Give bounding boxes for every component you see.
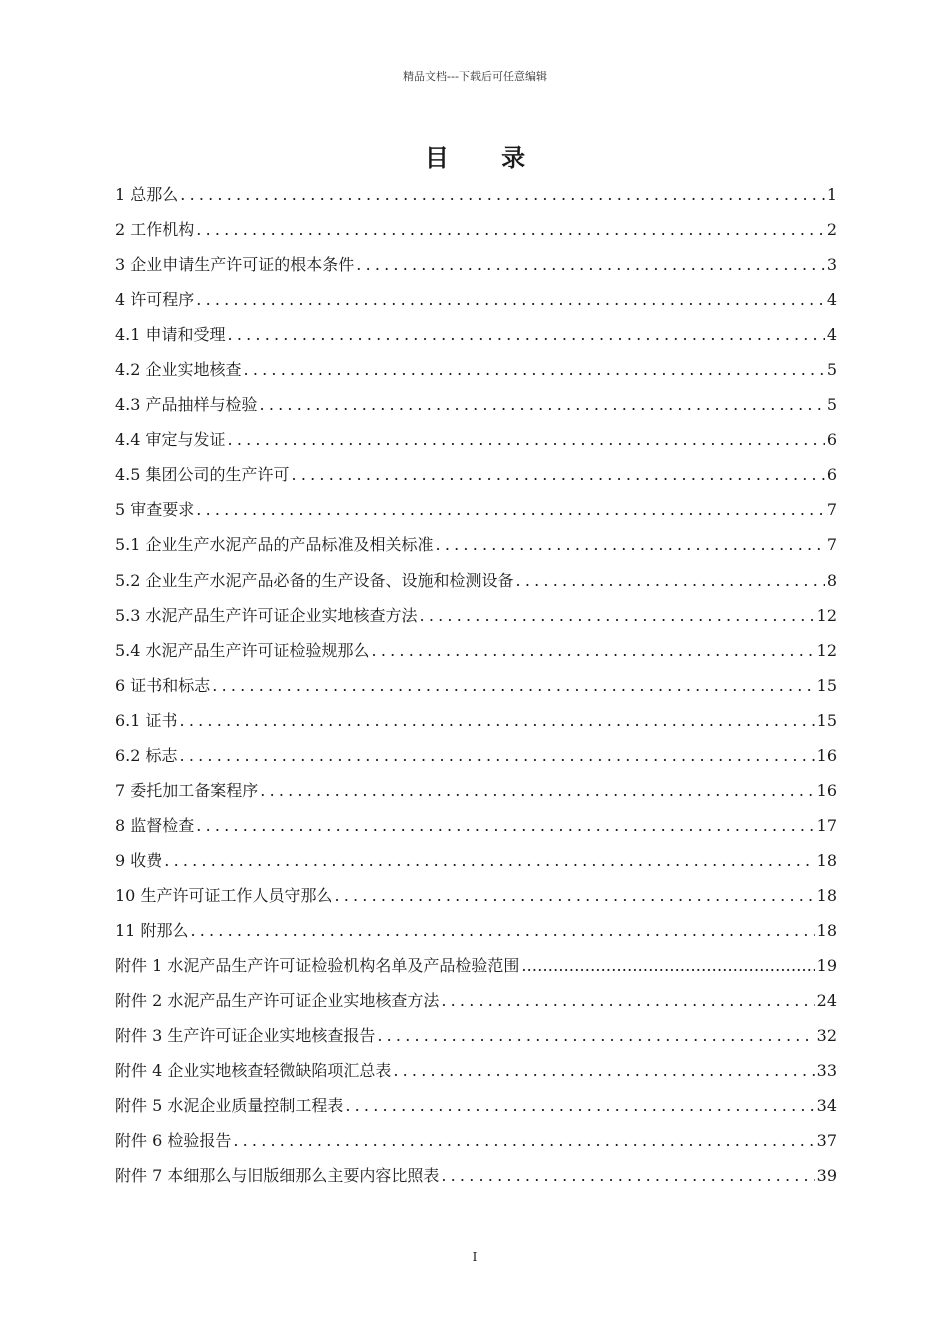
toc-entry-label: 4.5 集团公司的生产许可: [115, 465, 290, 485]
toc-entry[interactable]: [115, 1088, 837, 1123]
toc-entry-page: 34: [816, 1096, 837, 1116]
toc-dot-leader: [354, 247, 825, 282]
toc-entry[interactable]: [115, 738, 837, 773]
toc-title: 目 录: [424, 144, 548, 172]
toc-entry-label: 4.3 产品抽样与检验: [115, 395, 258, 415]
toc-entry-label: 4 许可程序: [115, 290, 195, 310]
table-of-contents: [115, 177, 837, 1193]
toc-dot-leader: [290, 457, 825, 492]
toc-entry-page: 8: [826, 570, 837, 590]
toc-entry[interactable]: [115, 247, 837, 282]
toc-entry[interactable]: [115, 913, 837, 948]
toc-entry[interactable]: [115, 983, 837, 1018]
toc-entry[interactable]: [115, 457, 837, 492]
toc-entry-label: 附件 2 水泥产品生产许可证企业实地核查方法: [115, 991, 440, 1011]
toc-entry[interactable]: [115, 422, 837, 457]
toc-entry[interactable]: [115, 282, 837, 317]
toc-entry-page: 4: [826, 325, 837, 345]
toc-entry[interactable]: [115, 948, 837, 983]
toc-dot-leader: [194, 212, 825, 247]
page-header: 精品文档---下载后可任意编辑: [403, 70, 547, 83]
toc-dot-leader: [210, 668, 814, 703]
toc-entry[interactable]: [115, 808, 837, 843]
toc-entry-page: 15: [816, 675, 837, 695]
toc-entry-page: 18: [816, 850, 837, 870]
toc-entry-page: 7: [826, 500, 837, 520]
toc-entry-page: 6: [826, 430, 837, 450]
toc-entry-page: 19: [816, 956, 837, 976]
toc-entry-page: 12: [816, 640, 837, 660]
toc-entry-page: 33: [816, 1061, 837, 1081]
toc-entry-label: 3 企业申请生产许可证的根本条件: [115, 255, 355, 275]
toc-entry-label: 5.3 水泥产品生产许可证企业实地核查方法: [115, 605, 418, 625]
toc-entry-label: 5 审查要求: [115, 500, 195, 520]
toc-dot-leader: [188, 913, 814, 948]
toc-entry-label: 10 生产许可证工作人员守那么: [115, 885, 333, 905]
toc-entry[interactable]: [115, 387, 837, 422]
toc-entry-page: 3: [826, 255, 837, 275]
toc-entry-page: 17: [816, 815, 837, 835]
toc-entry[interactable]: [115, 1018, 837, 1053]
toc-entry-label: 附件 7 本细那么与旧版细那么主要内容比照表: [115, 1166, 440, 1186]
toc-dot-leader: [258, 387, 825, 422]
toc-entry-label: 附件 6 检验报告: [115, 1131, 232, 1151]
toc-entry-label: 9 收费: [115, 850, 163, 870]
toc-dot-leader: [258, 773, 814, 808]
toc-dot-leader: [332, 878, 814, 913]
toc-dot-leader: [162, 843, 814, 878]
toc-dot-leader: [226, 317, 825, 352]
toc-dot-leader: [194, 282, 825, 317]
toc-entry-label: 附件 3 生产许可证企业实地核查报告: [115, 1026, 376, 1046]
toc-dot-leader: [439, 1158, 814, 1193]
toc-entry[interactable]: [115, 633, 837, 668]
toc-entry-page: 1: [826, 185, 837, 204]
toc-entry-label: 11 附那么: [115, 920, 189, 940]
toc-entry[interactable]: [115, 1158, 837, 1193]
toc-entry-label: 5.1 企业生产水泥产品的产品标准及相关标准: [115, 535, 434, 555]
toc-dot-leader: [194, 808, 814, 843]
toc-entry[interactable]: [115, 352, 837, 387]
toc-entry-label: 5.2 企业生产水泥产品必备的生产设备、设施和检测设备: [115, 570, 514, 590]
toc-entry[interactable]: [115, 843, 837, 878]
toc-entry-label: 1 总那么: [115, 185, 179, 204]
toc-dot-leader: [343, 1088, 814, 1123]
toc-entry[interactable]: [115, 1123, 837, 1158]
toc-entry-label: 附件 4 企业实地核查轻微缺陷项汇总表: [115, 1061, 392, 1081]
toc-entry-label: 4.2 企业实地核查: [115, 360, 242, 380]
toc-dot-leader: [370, 633, 815, 668]
toc-entry-label: 6.2 标志: [115, 745, 178, 765]
toc-dot-leader: [519, 948, 814, 983]
page-number: I: [472, 1250, 478, 1264]
toc-entry-page: 6: [826, 465, 837, 485]
toc-dot-leader: [242, 352, 825, 387]
toc-entry[interactable]: [115, 212, 837, 247]
toc-entry[interactable]: [115, 563, 837, 598]
toc-entry[interactable]: [115, 598, 837, 633]
toc-entry[interactable]: [115, 527, 837, 562]
toc-entry-label: 4.4 审定与发证: [115, 430, 226, 450]
toc-entry[interactable]: [115, 668, 837, 703]
toc-entry-page: 24: [816, 991, 837, 1011]
toc-entry-page: 18: [816, 885, 837, 905]
toc-entry-page: 5: [826, 360, 837, 380]
toc-entry-label: 附件 5 水泥企业质量控制工程表: [115, 1096, 344, 1116]
toc-entry-page: 2: [826, 220, 837, 240]
toc-dot-leader: [434, 527, 825, 562]
toc-entry[interactable]: [115, 1053, 837, 1088]
toc-entry-page: 15: [816, 710, 837, 730]
toc-dot-leader: [418, 598, 815, 633]
toc-entry-label: 4.1 申请和受理: [115, 325, 226, 345]
toc-dot-leader: [178, 177, 825, 212]
toc-dot-leader: [439, 983, 814, 1018]
toc-dot-leader: [514, 563, 825, 598]
toc-entry-page: 7: [826, 535, 837, 555]
toc-dot-leader: [391, 1053, 814, 1088]
toc-dot-leader: [178, 738, 815, 773]
toc-dot-leader: [231, 1123, 814, 1158]
toc-dot-leader: [375, 1018, 814, 1053]
toc-entry-page: 39: [816, 1166, 837, 1186]
toc-entry-page: 32: [816, 1026, 837, 1046]
toc-entry[interactable]: [115, 177, 837, 212]
toc-entry-label: 2 工作机构: [115, 220, 195, 240]
toc-entry-label: 6.1 证书: [115, 710, 178, 730]
toc-entry[interactable]: [115, 492, 837, 527]
toc-entry-label: 7 委托加工备案程序: [115, 780, 259, 800]
toc-dot-leader: [194, 492, 825, 527]
toc-dot-leader: [178, 703, 815, 738]
toc-entry-label: 附件 1 水泥产品生产许可证检验机构名单及产品检验范围: [115, 956, 520, 976]
toc-entry-page: 12: [816, 605, 837, 625]
toc-entry-page: 37: [816, 1131, 837, 1151]
toc-entry-label: 5.4 水泥产品生产许可证检验规那么: [115, 640, 370, 660]
toc-entry[interactable]: [115, 773, 837, 808]
toc-entry-page: 16: [816, 780, 837, 800]
toc-entry-page: 5: [826, 395, 837, 415]
toc-entry-page: 18: [816, 920, 837, 940]
toc-entry[interactable]: [115, 878, 837, 913]
toc-entry[interactable]: [115, 703, 837, 738]
toc-entry-label: 6 证书和标志: [115, 675, 211, 695]
toc-dot-leader: [226, 422, 825, 457]
toc-entry-page: 16: [816, 745, 837, 765]
toc-entry-page: 4: [826, 290, 837, 310]
toc-entry-label: 8 监督检查: [115, 815, 195, 835]
toc-entry[interactable]: [115, 317, 837, 352]
